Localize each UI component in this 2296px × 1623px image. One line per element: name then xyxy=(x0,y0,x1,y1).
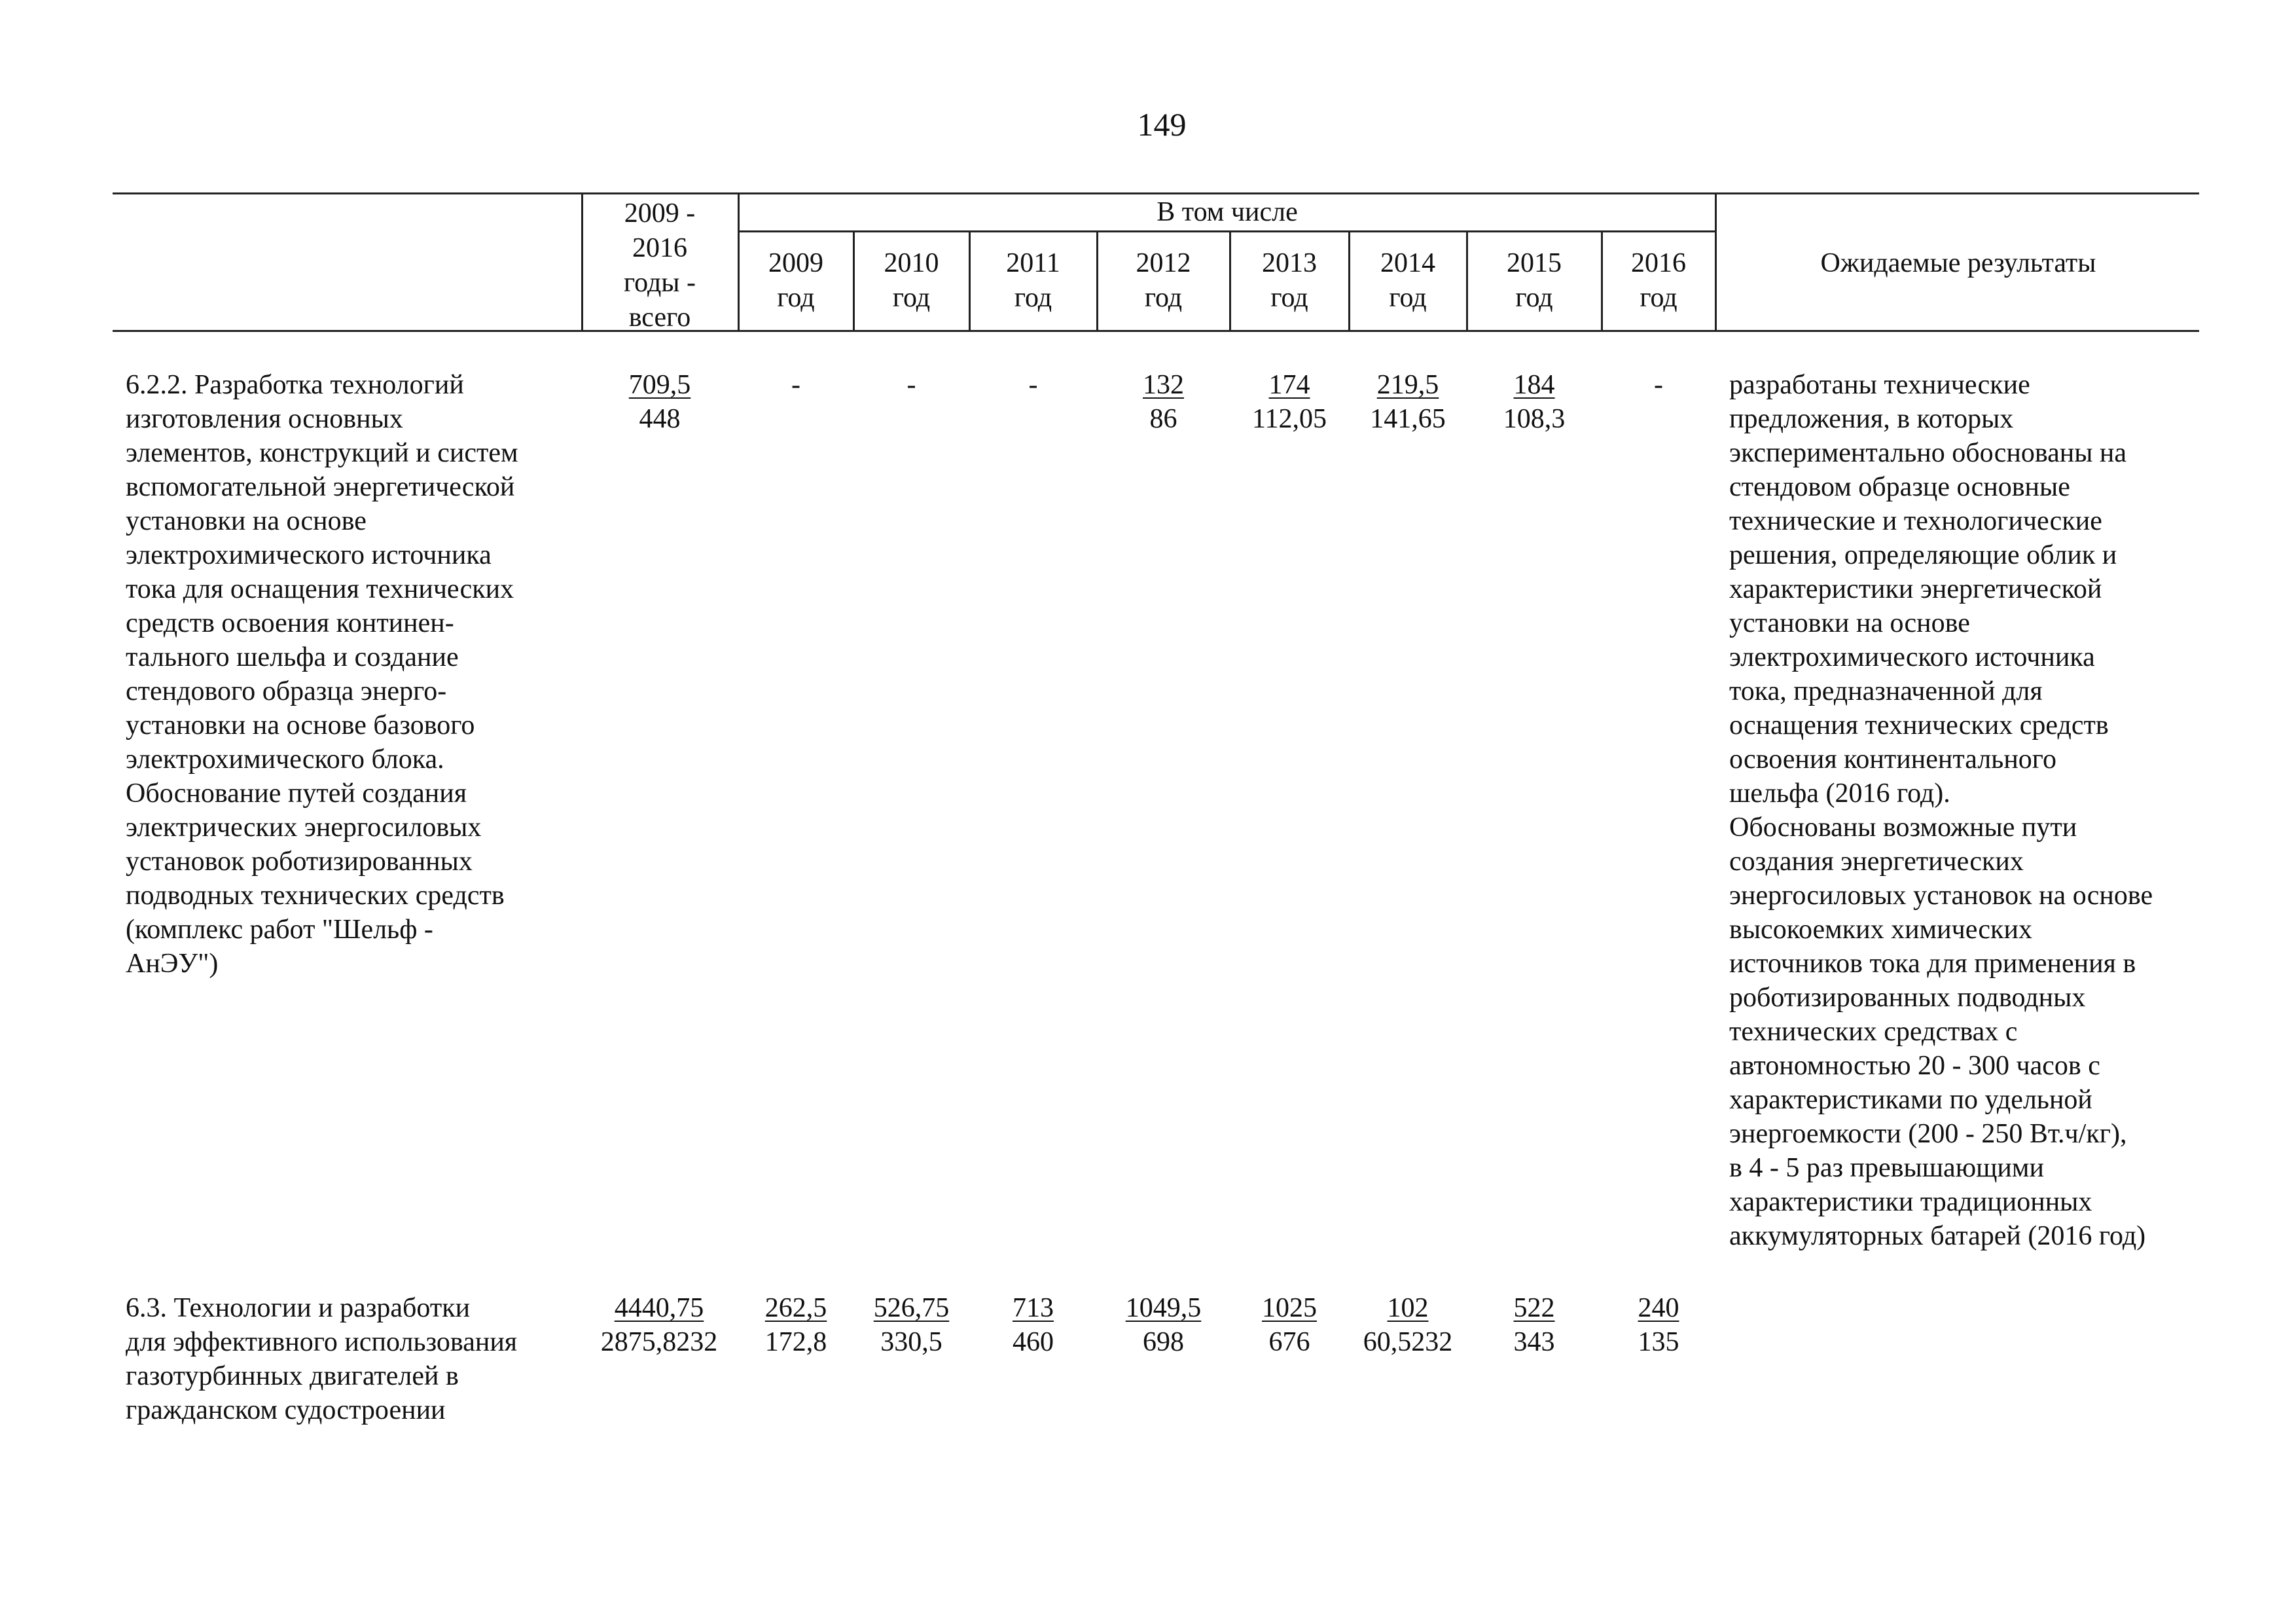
value-top: 184 xyxy=(1513,370,1555,400)
row-title: 6.2.2. Разработка технологий изготовления основных элементов, конструкций и систем вспомогательной энергетической установки на основе электрохимического источника тока для оснащения технических средств освоения континен- тального шельфа и создание стендового образца энерго- установки на основе базового электрохимического блока. Обоснование путей создания электрических энергосиловых установок роботизированных подводных технических средств (комплекс работ "Шельф - АнЭУ") xyxy=(126,370,518,979)
year-unit: год xyxy=(1270,283,1308,313)
row-year-cell xyxy=(1603,1291,1714,1359)
row-expected-results: разработаны технические предложения, в которых экспериментально обоснованы на стендовом образце основные технические и технологические решения, определяющие облик и характеристики энергетической установки на основе электрохимического источника тока, предназначенной для оснащения технических средств освоения континентального шельфа (2016 год). Обоснованы возможные пути создания энергетических энергосиловых установок на основе высокоемких химических источников тока для применения в роботизированных подводных технических средствах с автономностью 20 - 300 часов с характеристиками по удельной энергоемкости (200 - 250 Вт.ч/кг), в 4 - 5 раз превышающими характеристики традиционных аккумуляторных батарей (2016 год) xyxy=(1729,370,2153,1251)
value-total: 4440,75 xyxy=(614,1293,704,1323)
value-bottom: 135 xyxy=(1638,1327,1679,1357)
value-bottom: 141,65 xyxy=(1370,404,1446,434)
year-label: 2016 xyxy=(1631,248,1686,278)
row-total-cell xyxy=(577,1291,741,1359)
value-bottom: 343 xyxy=(1513,1327,1555,1357)
row-year-cell xyxy=(1603,368,1714,402)
group-header-rule xyxy=(738,230,1716,232)
header-divider xyxy=(1715,192,1717,331)
value-top: 102 xyxy=(1387,1293,1429,1323)
row-year-cell xyxy=(855,368,968,402)
row-year-cell xyxy=(1350,368,1465,436)
value-bottom: 112,05 xyxy=(1252,404,1327,434)
value-top: 174 xyxy=(1268,370,1310,400)
row-year-cell xyxy=(971,1291,1096,1359)
value-dash: - xyxy=(906,370,916,400)
year-label: 2010 xyxy=(884,248,939,278)
value-bottom: 698 xyxy=(1143,1327,1184,1357)
row-year-cell xyxy=(740,368,852,402)
table-header-bottom-rule xyxy=(113,330,2199,332)
header-group-label: В том числе xyxy=(1157,197,1298,227)
header-year-2013 xyxy=(1231,246,1348,316)
header-total-line: всего xyxy=(628,302,691,333)
header-total-line: 2009 - xyxy=(624,198,696,228)
value-bottom: 330,5 xyxy=(880,1327,942,1357)
value-bottom: 60,5232 xyxy=(1363,1327,1453,1357)
header-year-2009 xyxy=(740,246,852,316)
value-top: 713 xyxy=(1013,1293,1054,1323)
value-bottom: 108,3 xyxy=(1503,404,1566,434)
header-year-2010 xyxy=(855,246,968,316)
header-total xyxy=(583,196,737,335)
value-dash: - xyxy=(791,370,800,400)
row-year-cell xyxy=(1098,368,1229,436)
row-title: 6.3. Технологии и разработки для эффективного использования газотурбинных двигателей в гражданском судостроении xyxy=(126,1293,518,1425)
year-unit: год xyxy=(1014,283,1052,313)
year-unit: год xyxy=(1144,283,1183,313)
value-bottom: 676 xyxy=(1268,1327,1310,1357)
value-bottom: 460 xyxy=(1013,1327,1054,1357)
year-unit: год xyxy=(1389,283,1427,313)
table-top-rule xyxy=(113,192,2199,194)
header-year-2016 xyxy=(1603,246,1714,316)
row-year-cell xyxy=(1231,1291,1348,1359)
header-year-2011 xyxy=(971,246,1096,316)
year-label: 2013 xyxy=(1262,248,1317,278)
year-unit: год xyxy=(777,283,815,313)
value-top: 1049,5 xyxy=(1125,1293,1202,1323)
year-label: 2012 xyxy=(1136,248,1191,278)
year-label: 2009 xyxy=(768,248,823,278)
value-top: 219,5 xyxy=(1376,370,1439,400)
value-top: 240 xyxy=(1638,1293,1679,1323)
row-year-cell xyxy=(971,368,1096,402)
value-total: 709,5 xyxy=(628,370,691,400)
value-total-sub: 2875,8232 xyxy=(600,1327,718,1357)
row-year-cell xyxy=(1468,1291,1600,1359)
value-dash: - xyxy=(1654,370,1663,400)
year-label: 2011 xyxy=(1006,248,1060,278)
year-label: 2014 xyxy=(1380,248,1435,278)
value-dash: - xyxy=(1028,370,1038,400)
row-year-cell xyxy=(1098,1291,1229,1359)
value-top: 132 xyxy=(1143,370,1184,400)
value-top: 1025 xyxy=(1262,1293,1317,1323)
header-year-2014 xyxy=(1350,246,1465,316)
row-year-cell xyxy=(855,1291,968,1359)
row-year-cell xyxy=(1348,1291,1467,1359)
value-bottom: 172,8 xyxy=(764,1327,827,1357)
year-unit: год xyxy=(892,283,931,313)
header-expected-results: Ожидаемые результаты xyxy=(1820,248,2096,278)
value-total-sub: 448 xyxy=(639,404,681,434)
row-year-cell xyxy=(1468,368,1600,436)
year-unit: год xyxy=(1640,283,1677,313)
row-total-cell xyxy=(583,368,737,436)
year-unit: год xyxy=(1515,283,1553,313)
value-top: 526,75 xyxy=(873,1293,950,1323)
row-year-cell xyxy=(1231,368,1348,436)
page-number: 149 xyxy=(1137,106,1187,143)
header-year-2012 xyxy=(1098,246,1229,316)
year-label: 2015 xyxy=(1507,248,1562,278)
value-top: 262,5 xyxy=(764,1293,827,1323)
row-year-cell xyxy=(740,1291,852,1359)
header-total-line: годы - xyxy=(623,268,696,298)
header-year-2015 xyxy=(1468,246,1600,316)
header-total-line: 2016 xyxy=(632,233,687,263)
value-top: 522 xyxy=(1513,1293,1555,1323)
value-bottom: 86 xyxy=(1149,404,1177,434)
